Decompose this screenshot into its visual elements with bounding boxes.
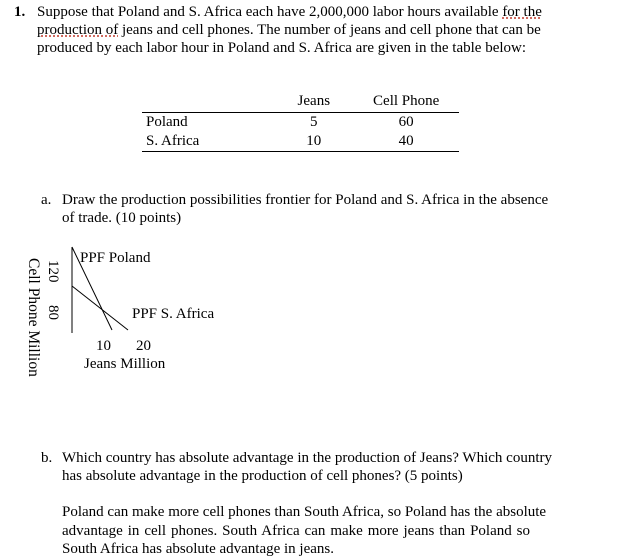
table-cell: 5 bbox=[310, 114, 318, 130]
question-line-3: produced by each labor hour in Poland and S. Africa are given in the table below: bbox=[37, 40, 527, 56]
spellcheck-marked-text: for the bbox=[502, 4, 542, 20]
answer-line-3: South Africa has absolute advantage in jeans. bbox=[62, 541, 335, 557]
spellcheck-marked-text: production of bbox=[37, 22, 119, 38]
part-b-line-1: Which country has absolute advantage in the production of Jeans? Which country bbox=[62, 450, 552, 466]
part-a-line-2: of trade. (10 points) bbox=[62, 210, 182, 226]
ppf-safrica-line bbox=[72, 286, 128, 330]
ppf-safrica-label: PPF S. Africa bbox=[132, 306, 215, 322]
x-axis-label: Jeans Million bbox=[84, 356, 166, 372]
x-tick-label: 10 bbox=[96, 338, 111, 354]
answer-line-1: Poland can make more cell phones than South Africa, so Poland has the absolute bbox=[62, 504, 547, 520]
table-cell: 40 bbox=[353, 132, 459, 152]
part-b-line-2: has absolute advantage in the production of cell phones? (5 points) bbox=[62, 468, 463, 484]
ppf-poland-label: PPF Poland bbox=[80, 250, 151, 266]
question-line-1-text: Suppose that Poland and S. Africa each have 2,000,000 labor hours available bbox=[37, 4, 503, 20]
part-b-letter: b. bbox=[41, 450, 53, 466]
part-a-line-1: Draw the production possibilities frontier for Poland and S. Africa in the absence bbox=[62, 192, 549, 208]
table-cell: Poland bbox=[146, 114, 188, 130]
part-a-letter: a. bbox=[41, 192, 52, 208]
y-axis-label: Cell Phone Million bbox=[25, 258, 42, 377]
table-header-cell: Jeans bbox=[274, 90, 353, 113]
table-header-cell: Cell Phone bbox=[353, 90, 459, 113]
answer-line-2: advantage in cell phones. South Africa can make more jeans than Poland so bbox=[62, 523, 531, 539]
x-tick-label: 20 bbox=[136, 338, 151, 354]
table-cell: 60 bbox=[398, 114, 414, 130]
y-tick-label: 120 bbox=[45, 260, 61, 283]
table-cell: S. Africa bbox=[142, 132, 274, 152]
question-line-2-text: jeans and cell phones. The number of jeans and cell phone that can be bbox=[118, 22, 541, 38]
y-tick-label: 80 bbox=[45, 305, 61, 320]
question-number: 1. bbox=[14, 4, 26, 20]
table-cell: 10 bbox=[274, 132, 353, 152]
